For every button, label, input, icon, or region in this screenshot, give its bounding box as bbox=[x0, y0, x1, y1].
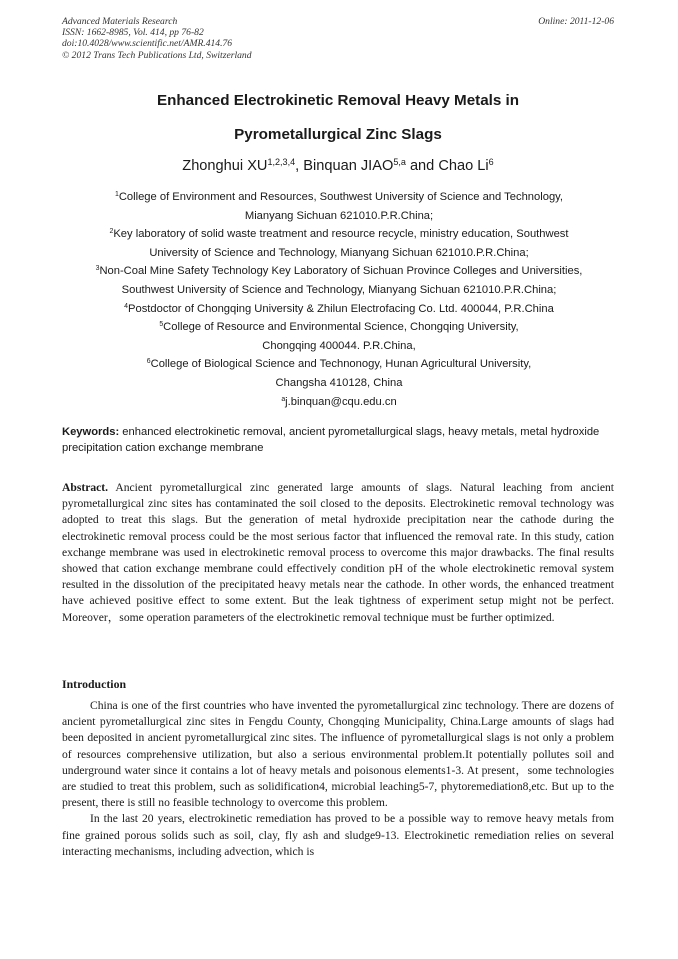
abstract-label: Abstract. bbox=[62, 481, 109, 494]
journal-header bbox=[62, 16, 252, 61]
keywords-label: Keywords: bbox=[62, 426, 120, 438]
affiliation-line: $^5$College of Resource and Environmental Science, Chongqing University, bbox=[159, 321, 519, 334]
paper-title-line-1: Enhanced Electrokinetic Removal Heavy Metals in bbox=[156, 92, 520, 109]
affiliation-line: $^6$College of Biological Science and Technonogy, Hunan Agricultural University, bbox=[146, 358, 532, 371]
copyright-line: © 2012 Trans Tech Publications Ltd, Switzerland bbox=[62, 49, 252, 61]
online-date: Online: 2011-12-06 bbox=[538, 16, 614, 27]
keywords bbox=[62, 424, 614, 456]
corresponding-email: $^a$j.binquan@cqu.edu.cn bbox=[281, 395, 397, 408]
abstract bbox=[62, 480, 614, 626]
affiliation-line: University of Science and Technology, Mianyang Sichuan 621010.P.R.China; bbox=[149, 246, 529, 259]
author: Zhonghui XU$^{1,2,3,4}$ bbox=[182, 157, 296, 174]
doi-line: doi:10.4028/www.scientific.net/AMR.414.76 bbox=[62, 38, 233, 50]
keywords-text: enhanced electrokinetic removal, ancient pyrometallurgical slags, heavy metals, metal hydroxide precipitation cation exchange membrane bbox=[62, 426, 600, 455]
issn-line: ISSN: 1662-8985, Vol. 414, pp 76-82 bbox=[62, 27, 204, 39]
paragraph: In the last 20 years, electrokinetic remediation has proved to be a possible way to remove heavy metals from fine grained porous solids such as soil, clay, fly ash and sludge9-13. Electrokinetic remediation relies on several interacting mechanisms, including advection, which is bbox=[62, 812, 614, 858]
affiliation-line: Changsha 410128, China bbox=[275, 376, 403, 389]
introduction-body bbox=[62, 698, 614, 860]
introduction-heading: Introduction bbox=[62, 677, 127, 691]
author: Chao Li$^6$ bbox=[438, 157, 494, 174]
paper-title-line-2: Pyrometallurgical Zinc Slags bbox=[234, 126, 442, 143]
journal-name: Advanced Materials Research bbox=[62, 16, 178, 27]
affiliation-line: Chongqing 400044. P.R.China, bbox=[262, 339, 416, 352]
paragraph: Chinа is one of the first countries who have invented the pyrometallurgical zinc technology. There are dozens of ancient pyrometallurgical zinc sites in Fengdu County, Chongqing Municipality, China.Large amounts of slags had been deposited in ancient pyrometallurgical zinc sites. The influence of pyrometallurgical slags is not only a problem of resources comprehensive utilization, but also a serious environmental problem.It potentially pollutes soil and underground water since it contains a lot of heavy metals and poisonous elements1-3. At present，some technologies are studied to treat this problem, such as solidification4, microbial leaching5-7, phytoremediation8,etc. But up to the present, there is still no feasible technology to overcome this problem. bbox=[62, 699, 614, 810]
author: Binquan JIAO$^{5,a}$ bbox=[303, 157, 406, 174]
affiliation-line: Mianyang Sichuan 621010.P.R.China; bbox=[244, 209, 434, 222]
affiliation-line: $^4$Postdoctor of Chongqing University & Zhilun Electrofacing Co. Ltd. 400044, P.R.China bbox=[124, 302, 554, 315]
affiliation-line: $^1$College of Environment and Resources, Southwest University of Science and Technology, bbox=[114, 191, 564, 203]
affiliation-line: Southwest University of Science and Technology, Mianyang Sichuan 621010.P.R.China; bbox=[121, 283, 557, 296]
affiliation-line: $^2$Key laboratory of solid waste treatment and resource recycle, ministry education, Southwest bbox=[109, 228, 569, 241]
abstract-text: Ancient pyrometallurgical zinc generated large amounts of slags. Natural leaching from ancient pyrometallurgical zinc sites has contaminated the soil closed to the deposits. Electrokinetic removal technology was adopted to treat this slags. But the generation of metal hydroxide precipitation near the cathode during the electrokinetic removal process could be the most serious factor that influenced the removal rate. In this study, cation exchange membrane was used in electrokinetic removal process to overcome this major drawbacks. The final results showed that cation exchange membrane could effectively condition pH of the whole electrokinetic removal system resulted in the dissolution of the precipitated heavy metals near the cathode. In other words, the enhanced treatment have achieved positive effect to some extent. But the leak tightness of experiment setup might not be perfect. Moreover，some operation parameters of the electrokinetic removal technique must be further optimized. bbox=[62, 481, 614, 624]
affiliations bbox=[40, 188, 638, 411]
affiliation-line: $^3$Non-Coal Mine Safety Technology Key Laboratory of Sichuan Province Colleges and Universities, bbox=[95, 265, 583, 278]
author-list: Zhonghui XU$^{1,2,3,4}$, Binquan JIAO$^{5,a}$ and Chao Li$^6$ bbox=[182, 157, 494, 174]
